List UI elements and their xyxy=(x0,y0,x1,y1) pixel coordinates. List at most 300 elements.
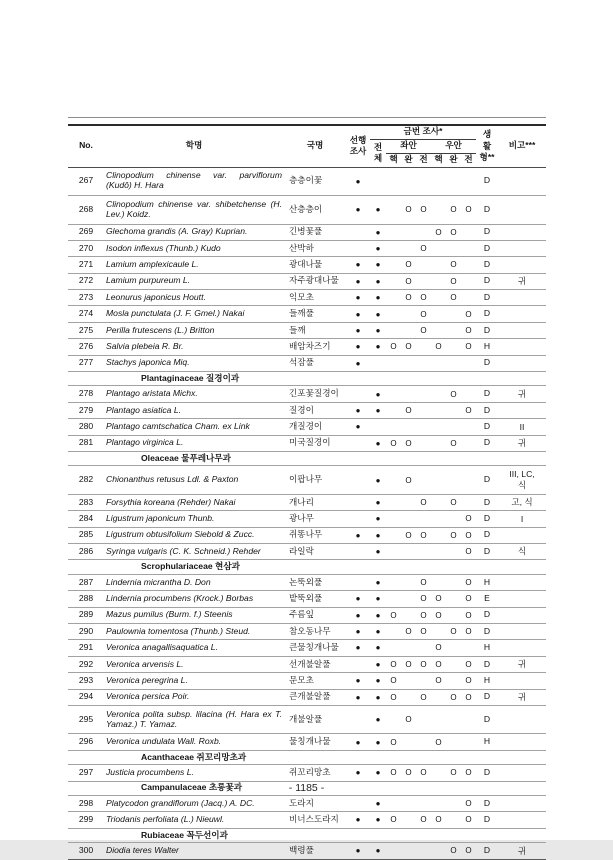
mark-prior-survey xyxy=(346,640,370,656)
mark-left-transition xyxy=(416,322,431,338)
mark-right-transition xyxy=(461,466,476,495)
mark-right-core xyxy=(431,527,446,543)
mark-right-transition xyxy=(461,339,476,355)
korean-name: 큰물칭개나물 xyxy=(284,640,346,656)
mark-left-buffer xyxy=(401,796,416,812)
mark-right-buffer xyxy=(446,574,461,590)
filled-circle-mark: ● xyxy=(375,276,381,286)
mark-left-transition xyxy=(416,607,431,623)
mark-right-transition xyxy=(461,843,476,859)
mark-left-core xyxy=(386,224,401,240)
mark-right-core xyxy=(431,511,446,527)
filled-circle-mark: ● xyxy=(355,342,361,352)
species-row xyxy=(68,689,546,705)
species-row xyxy=(68,322,546,338)
scientific-name-line: Yamaz.) T. Yamaz. xyxy=(106,718,178,729)
mark-total xyxy=(370,273,386,289)
scientific-name xyxy=(104,290,284,306)
mark-left-buffer xyxy=(401,705,416,734)
mark-left-buffer xyxy=(401,240,416,256)
mark-total xyxy=(370,765,386,781)
scientific-name xyxy=(104,322,284,338)
mark-left-transition xyxy=(416,273,431,289)
mark-left-buffer xyxy=(401,355,416,371)
note-line: 귀 xyxy=(517,659,527,670)
scientific-name-line: (Kudô) H. Hara xyxy=(106,180,164,191)
open-circle-mark: O xyxy=(420,497,427,507)
open-circle-mark: O xyxy=(405,438,412,448)
filled-circle-mark: ● xyxy=(355,737,361,747)
filled-circle-mark: ● xyxy=(355,692,361,702)
mark-right-core xyxy=(431,796,446,812)
col-header-right-buffer: 완 xyxy=(449,154,458,165)
species-row xyxy=(68,290,546,306)
scientific-name-line: Chionanthus retusus Ldl. & Paxton xyxy=(106,474,239,485)
family-section-label xyxy=(68,828,546,842)
open-circle-mark: O xyxy=(390,342,397,352)
mark-right-transition xyxy=(461,689,476,705)
mark-right-buffer xyxy=(446,607,461,623)
mark-right-transition xyxy=(461,673,476,689)
scientific-name xyxy=(104,224,284,240)
note-value xyxy=(498,544,546,560)
korean-name: 미국질경이 xyxy=(284,435,346,451)
open-circle-mark: O xyxy=(450,227,457,237)
mark-left-buffer xyxy=(401,812,416,828)
mark-right-buffer xyxy=(446,339,461,355)
note-value xyxy=(498,167,546,196)
note-value xyxy=(498,843,546,859)
mark-left-transition xyxy=(416,494,431,510)
note-line: 귀 xyxy=(517,276,527,286)
scientific-name xyxy=(104,511,284,527)
scientific-name-line: Veronica undulata Wall. Roxb. xyxy=(106,736,222,747)
mark-left-core xyxy=(386,273,401,289)
scientific-name xyxy=(104,673,284,689)
mark-right-core xyxy=(431,640,446,656)
life-form-value: D xyxy=(476,544,498,560)
mark-left-core xyxy=(386,167,401,196)
mark-right-buffer xyxy=(446,290,461,306)
korean-name: 물칭개나물 xyxy=(284,734,346,750)
species-row xyxy=(68,796,546,812)
family-section-label xyxy=(68,750,546,764)
note-value xyxy=(498,466,546,495)
open-circle-mark: O xyxy=(420,293,427,303)
note-line: 식 xyxy=(517,480,527,491)
species-row xyxy=(68,812,546,828)
mark-total xyxy=(370,591,386,607)
mark-total xyxy=(370,705,386,734)
mark-total xyxy=(370,322,386,338)
mark-left-core xyxy=(386,673,401,689)
family-latin-name: Acanthaceae xyxy=(141,751,195,762)
row-number: 285 xyxy=(68,527,104,543)
mark-left-core xyxy=(386,527,401,543)
note-value xyxy=(498,257,546,273)
scientific-name xyxy=(104,386,284,402)
note-value xyxy=(498,656,546,672)
mark-prior-survey xyxy=(346,574,370,590)
species-row xyxy=(68,591,546,607)
row-number: 275 xyxy=(68,322,104,338)
mark-right-transition xyxy=(461,544,476,560)
scientific-name-line: Mazus pumilus (Burm. f.) Steenis xyxy=(106,609,233,620)
mark-prior-survey xyxy=(346,689,370,705)
life-form-value: D xyxy=(476,224,498,240)
mark-total xyxy=(370,494,386,510)
note-value xyxy=(498,386,546,402)
row-number: 293 xyxy=(68,673,104,689)
species-row xyxy=(68,765,546,781)
mark-left-core xyxy=(386,196,401,225)
note-value xyxy=(498,591,546,607)
korean-name: 들깨풀 xyxy=(284,306,346,322)
mark-left-buffer xyxy=(401,435,416,451)
note-value xyxy=(498,494,546,510)
mark-right-core xyxy=(431,322,446,338)
mark-left-transition xyxy=(416,167,431,196)
row-number: 276 xyxy=(68,339,104,355)
filled-circle-mark: ● xyxy=(375,799,381,809)
korean-name: 석잠풀 xyxy=(284,355,346,371)
mark-prior-survey xyxy=(346,607,370,623)
scientific-name xyxy=(104,273,284,289)
filled-circle-mark: ● xyxy=(355,643,361,653)
scientific-name xyxy=(104,167,284,196)
scientific-name-line: Plantago camtschatica Cham. ex Link xyxy=(106,420,250,431)
mark-left-buffer xyxy=(401,290,416,306)
mark-right-buffer xyxy=(446,386,461,402)
scientific-name-line: Lev.) Koidz. xyxy=(106,208,151,219)
mark-prior-survey xyxy=(346,306,370,322)
mark-right-transition xyxy=(461,607,476,623)
row-number: 267 xyxy=(78,175,94,186)
mark-left-core xyxy=(386,290,401,306)
filled-circle-mark: ● xyxy=(355,176,361,186)
filled-circle-mark: ● xyxy=(355,610,361,620)
korean-name: 개불알풀 xyxy=(284,705,346,734)
scientific-name xyxy=(104,435,284,451)
open-circle-mark: O xyxy=(435,643,442,653)
col-header-left-bank: 좌안 xyxy=(386,139,431,153)
mark-left-core xyxy=(386,240,401,256)
mark-total xyxy=(370,196,386,225)
mark-left-core xyxy=(386,466,401,495)
mark-left-transition xyxy=(416,240,431,256)
korean-name: 논뚝외풀 xyxy=(284,574,346,590)
open-circle-mark: O xyxy=(390,768,397,778)
life-form-value: D xyxy=(476,196,498,225)
mark-right-transition xyxy=(461,734,476,750)
scientific-name-line: Isodon inflexus (Thunb.) Kudo xyxy=(106,242,221,253)
mark-prior-survey xyxy=(346,355,370,371)
scientific-name-line: Paulownia tomentosa (Thunb.) Steud. xyxy=(106,625,251,636)
life-form-value: D xyxy=(476,322,498,338)
col-header-korean-name: 국명 xyxy=(306,140,324,151)
open-circle-mark: O xyxy=(465,659,472,669)
mark-right-transition xyxy=(461,257,476,273)
species-row xyxy=(68,224,546,240)
filled-circle-mark: ● xyxy=(375,643,381,653)
korean-name: 비너스도라지 xyxy=(284,812,346,828)
mark-left-buffer xyxy=(401,607,416,623)
filled-circle-mark: ● xyxy=(375,205,381,215)
scientific-name-line: Lindernia procumbens (Krock.) Borbas xyxy=(106,592,254,603)
mark-left-buffer xyxy=(401,734,416,750)
mark-left-transition xyxy=(416,355,431,371)
species-row xyxy=(68,494,546,510)
open-circle-mark: O xyxy=(435,676,442,686)
mark-prior-survey xyxy=(346,623,370,639)
open-circle-mark: O xyxy=(420,243,427,253)
note-value xyxy=(498,322,546,338)
filled-circle-mark: ● xyxy=(355,205,361,215)
note-line: 귀 xyxy=(517,437,527,448)
mark-left-buffer xyxy=(401,574,416,590)
species-row xyxy=(68,656,546,672)
open-circle-mark: O xyxy=(465,692,472,702)
note-line: 귀 xyxy=(517,388,527,399)
mark-total xyxy=(370,511,386,527)
mark-left-transition xyxy=(416,673,431,689)
life-form-value: H xyxy=(476,640,498,656)
scientific-name xyxy=(104,466,284,495)
family-section-label xyxy=(68,560,546,574)
family-korean-name: 꼭두선이과 xyxy=(184,829,228,840)
col-header-left-core: 핵 xyxy=(389,154,398,165)
filled-circle-mark: ● xyxy=(375,768,381,778)
mark-prior-survey xyxy=(346,386,370,402)
mark-left-transition xyxy=(416,527,431,543)
family-latin-name: Scrophulariaceae xyxy=(141,561,213,572)
open-circle-mark: O xyxy=(390,692,397,702)
scientific-name-line: Plantago virginica L. xyxy=(106,437,184,448)
korean-name: 도라지 xyxy=(284,796,346,812)
mark-right-transition xyxy=(461,355,476,371)
mark-total xyxy=(370,257,386,273)
mark-prior-survey xyxy=(346,765,370,781)
row-number: 295 xyxy=(68,705,104,734)
mark-total xyxy=(370,167,386,196)
open-circle-mark: O xyxy=(405,405,412,415)
scientific-name xyxy=(104,339,284,355)
mark-left-transition xyxy=(416,511,431,527)
korean-name: 밭뚝외풀 xyxy=(284,591,346,607)
table-container xyxy=(68,117,546,860)
open-circle-mark: O xyxy=(465,815,472,825)
open-circle-mark: O xyxy=(450,692,457,702)
note-value xyxy=(498,640,546,656)
note-line: 식 xyxy=(517,546,527,557)
species-row xyxy=(68,673,546,689)
mark-left-transition xyxy=(416,544,431,560)
row-number: 269 xyxy=(68,224,104,240)
open-circle-mark: O xyxy=(465,309,472,319)
mark-right-transition xyxy=(461,765,476,781)
korean-name: 긴병꽃풀 xyxy=(284,224,346,240)
mark-left-transition xyxy=(416,419,431,435)
family-section-row xyxy=(68,750,546,764)
mark-total xyxy=(370,306,386,322)
row-number: 274 xyxy=(68,306,104,322)
mark-right-core xyxy=(431,419,446,435)
life-form-value: D xyxy=(483,175,491,186)
scientific-name xyxy=(104,689,284,705)
row-number: 284 xyxy=(68,511,104,527)
scientific-name-line: Lamium amplexicaule L. xyxy=(106,259,199,270)
note-value xyxy=(498,705,546,734)
mark-left-transition xyxy=(416,386,431,402)
open-circle-mark: O xyxy=(465,594,472,604)
open-circle-mark: O xyxy=(465,627,472,637)
mark-left-transition xyxy=(416,812,431,828)
note-value xyxy=(498,402,546,418)
mark-right-transition xyxy=(461,656,476,672)
open-circle-mark: O xyxy=(420,205,427,215)
filled-circle-mark: ● xyxy=(375,309,381,319)
scientific-name xyxy=(104,640,284,656)
life-form-value: D xyxy=(476,843,498,859)
mark-left-core xyxy=(386,574,401,590)
open-circle-mark: O xyxy=(390,815,397,825)
note-value xyxy=(498,574,546,590)
mark-right-buffer xyxy=(446,494,461,510)
mark-right-buffer xyxy=(446,656,461,672)
mark-right-core xyxy=(431,591,446,607)
scientific-name-line: Veronica anagallisaquatica L. xyxy=(106,642,218,653)
filled-circle-mark: ● xyxy=(375,846,381,856)
open-circle-mark: O xyxy=(465,547,472,557)
scientific-name-line: Clinopodium chinense var. parviflorum xyxy=(106,170,282,181)
filled-circle-mark: ● xyxy=(375,594,381,604)
open-circle-mark: O xyxy=(390,659,397,669)
scientific-name-line: Lamium purpureum L. xyxy=(106,275,191,286)
korean-name: 질경이 xyxy=(284,402,346,418)
mark-left-core xyxy=(386,402,401,418)
open-circle-mark: O xyxy=(420,577,427,587)
mark-right-transition xyxy=(461,306,476,322)
filled-circle-mark: ● xyxy=(375,692,381,702)
note-value xyxy=(498,812,546,828)
mark-right-transition xyxy=(461,640,476,656)
open-circle-mark: O xyxy=(450,846,457,856)
scientific-name-line: Triodanis perfoliata (L.) Nieuwl. xyxy=(106,814,225,825)
scientific-name xyxy=(104,196,284,225)
mark-right-core xyxy=(431,290,446,306)
open-circle-mark: O xyxy=(465,577,472,587)
mark-total xyxy=(370,843,386,859)
row-number: 288 xyxy=(68,591,104,607)
mark-total xyxy=(370,796,386,812)
mark-prior-survey xyxy=(346,435,370,451)
open-circle-mark: O xyxy=(420,610,427,620)
mark-left-buffer xyxy=(401,386,416,402)
korean-name: 개질경이 xyxy=(284,419,346,435)
note-value xyxy=(498,796,546,812)
mark-left-core xyxy=(386,322,401,338)
mark-right-transition xyxy=(461,527,476,543)
family-latin-name: Campanulaceae xyxy=(141,782,207,793)
mark-left-core xyxy=(386,689,401,705)
life-form-value: D xyxy=(476,796,498,812)
mark-right-core xyxy=(431,689,446,705)
family-section-row xyxy=(68,560,546,574)
note-value xyxy=(498,273,546,289)
mark-right-transition xyxy=(461,812,476,828)
open-circle-mark: O xyxy=(450,205,457,215)
mark-left-core xyxy=(386,544,401,560)
mark-prior-survey xyxy=(346,240,370,256)
mark-prior-survey xyxy=(346,656,370,672)
mark-prior-survey xyxy=(346,196,370,225)
mark-total xyxy=(370,689,386,705)
scientific-name xyxy=(104,843,284,859)
life-form-value: H xyxy=(476,574,498,590)
note-value xyxy=(498,607,546,623)
scientific-name xyxy=(104,574,284,590)
family-section-label xyxy=(68,451,546,465)
mark-right-core xyxy=(431,224,446,240)
species-row xyxy=(68,167,546,196)
filled-circle-mark: ● xyxy=(355,309,361,319)
korean-name: 백령풀 xyxy=(284,843,346,859)
scientific-name-line: Ligustrum japonicum Thunb. xyxy=(106,513,215,523)
open-circle-mark: O xyxy=(450,293,457,303)
mark-total xyxy=(370,734,386,750)
scientific-name xyxy=(104,402,284,418)
col-header-note: 비고*** xyxy=(508,140,536,151)
mark-right-transition xyxy=(461,591,476,607)
species-row xyxy=(68,527,546,543)
species-row xyxy=(68,339,546,355)
open-circle-mark: O xyxy=(420,627,427,637)
note-line: 귀 xyxy=(517,845,527,856)
mark-right-core xyxy=(431,574,446,590)
mark-prior-survey xyxy=(346,402,370,418)
open-circle-mark: O xyxy=(450,497,457,507)
mark-left-transition xyxy=(416,224,431,240)
note-value xyxy=(498,290,546,306)
mark-left-transition xyxy=(416,257,431,273)
open-circle-mark: O xyxy=(405,276,412,286)
mark-prior-survey xyxy=(346,705,370,734)
mark-prior-survey xyxy=(346,419,370,435)
note-value xyxy=(498,196,546,225)
mark-right-core xyxy=(431,494,446,510)
mark-left-core xyxy=(386,656,401,672)
species-row xyxy=(68,240,546,256)
filled-circle-mark: ● xyxy=(375,610,381,620)
mark-left-core xyxy=(386,640,401,656)
species-row xyxy=(68,419,546,435)
mark-right-core xyxy=(431,705,446,734)
mark-right-buffer xyxy=(446,843,461,859)
note-line: I xyxy=(520,513,524,524)
mark-total xyxy=(370,527,386,543)
mark-prior-survey xyxy=(346,734,370,750)
mark-prior-survey xyxy=(346,843,370,859)
mark-right-core xyxy=(431,273,446,289)
row-number: 296 xyxy=(68,734,104,750)
mark-prior-survey xyxy=(346,224,370,240)
korean-name: 참오동나무 xyxy=(284,623,346,639)
mark-left-transition xyxy=(416,290,431,306)
mark-left-transition xyxy=(416,466,431,495)
scientific-name-line: Veronica polita subsp. lilacina (H. Hara ex T. xyxy=(106,708,282,719)
mark-right-transition xyxy=(461,705,476,734)
mark-right-core xyxy=(431,386,446,402)
